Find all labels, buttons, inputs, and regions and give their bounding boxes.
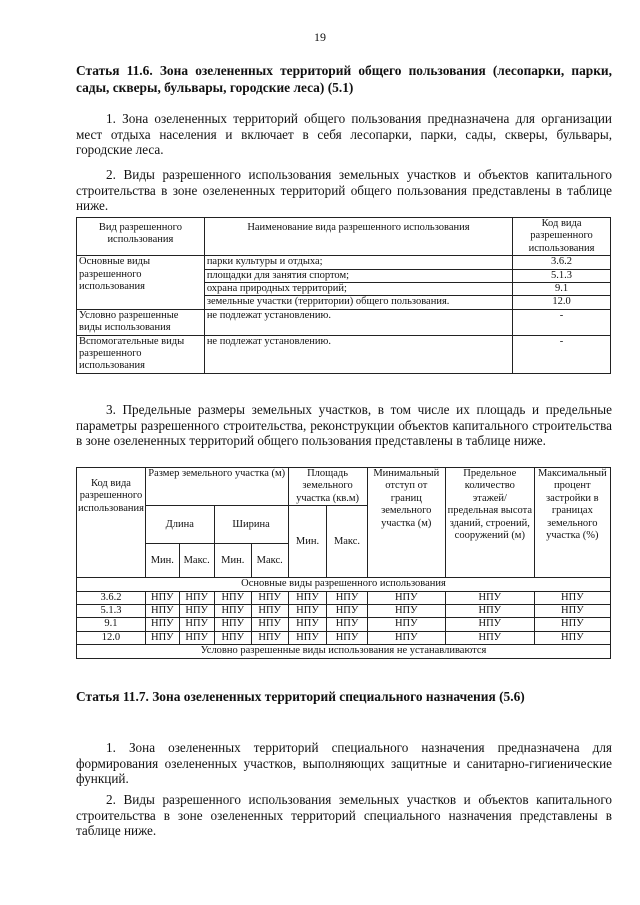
row-code: 3.6.2 <box>77 591 146 604</box>
header-width-min: Мин. <box>214 544 251 578</box>
article-11-7-title: Статья 11.7. Зона озелененных территорий специального назначения (5.6) <box>76 689 525 704</box>
header-width-max: Макс. <box>251 544 288 578</box>
cell: НПУ <box>179 605 214 618</box>
table-row <box>77 605 611 618</box>
article-11-6-title: Статья 11.6. Зона озелененных территорий общего пользования (лесопарки, парки, сады, скверы, бульвары, городские леса) (5.1) <box>76 63 612 95</box>
table-row <box>77 591 611 604</box>
article-11-7-paragraph-2: 2. Виды разрешенного использования земельных участков и объектов капитального строительства в зоне озелененных территорий специального назначения представлены в таблице ниже. <box>76 792 612 839</box>
use-code: 3.6.2 <box>513 256 611 269</box>
cell: НПУ <box>179 631 214 644</box>
table-header-row <box>77 218 611 256</box>
cell: НПУ <box>214 631 251 644</box>
land-plot-parameters-table <box>76 467 611 659</box>
article-11-6-paragraph-1: 1. Зона озелененных территорий общего пользования предназначена для организации мест отдыха населения и включает в себя лесопарки, парки, сады, скверы, бульвары, городские леса. <box>76 111 612 158</box>
cell: НПУ <box>288 591 327 604</box>
cell: НПУ <box>534 605 610 618</box>
use-code: 9.1 <box>513 283 611 296</box>
cell: НПУ <box>367 605 445 618</box>
cell: НПУ <box>445 591 534 604</box>
cell: НПУ <box>214 618 251 631</box>
table-row <box>77 631 611 644</box>
cell: НПУ <box>179 618 214 631</box>
table-row <box>77 309 611 335</box>
table-row <box>77 618 611 631</box>
row-code: 12.0 <box>77 631 146 644</box>
header-length-max: Макс. <box>179 544 214 578</box>
header-length: Длина <box>145 506 214 544</box>
header-area-min: Мин. <box>288 506 327 578</box>
row-code: 9.1 <box>77 618 146 631</box>
header-max-floors: Предельное количество этажей/ предельная высота зданий, строений, сооружений (м) <box>445 468 534 578</box>
header-plot-size: Размер земельного участка (м) <box>145 468 288 506</box>
article-11-6-paragraph-2: 2. Виды разрешенного использования земельных участков и объектов капитального строительства в зоне озелененных территорий общего пользования представлены в таблице ниже. <box>76 167 612 214</box>
page-number: 19 <box>314 30 326 44</box>
header-use-name: Наименование вида разрешенного использования <box>204 218 512 256</box>
group-auxiliary-uses: Вспомогательные виды разрешенного использования <box>77 335 205 373</box>
table-group-row <box>77 578 611 591</box>
header-use-type: Вид разрешенного использования <box>77 218 205 256</box>
header-use-code: Код вида разрешенного использования <box>77 468 146 578</box>
cell: НПУ <box>445 618 534 631</box>
group-main-uses: Основные виды разрешенного использования <box>77 578 611 591</box>
cell: НПУ <box>288 618 327 631</box>
table-row <box>77 256 611 269</box>
cell: НПУ <box>327 605 367 618</box>
cell: НПУ <box>251 591 288 604</box>
use-name: земельные участки (территории) общего пользования. <box>204 296 512 309</box>
use-code: 5.1.3 <box>513 269 611 282</box>
cell: НПУ <box>179 591 214 604</box>
use-name: не подлежат установлению. <box>204 309 512 335</box>
group-conditional-uses: Условно разрешенные виды использования не устанавливаются <box>77 645 611 658</box>
article-11-7-paragraph-1: 1. Зона озелененных территорий специального назначения предназначена для формирования озелененных участков, выполняющих защитные и санитарно-гигиенические функций. <box>76 740 612 787</box>
cell: НПУ <box>145 618 179 631</box>
header-use-code: Код вида разрешенного использования <box>513 218 611 256</box>
cell: НПУ <box>214 605 251 618</box>
header-area-max: Макс. <box>327 506 367 578</box>
use-name: охрана природных территорий; <box>204 283 512 296</box>
use-code: - <box>513 335 611 373</box>
cell: НПУ <box>145 605 179 618</box>
cell: НПУ <box>534 591 610 604</box>
cell: НПУ <box>145 591 179 604</box>
table-group-row <box>77 645 611 658</box>
use-code: - <box>513 309 611 335</box>
cell: НПУ <box>327 618 367 631</box>
group-main-uses: Основные виды разрешенного использования <box>77 256 205 310</box>
use-name: парки культуры и отдыха; <box>204 256 512 269</box>
cell: НПУ <box>367 591 445 604</box>
cell: НПУ <box>445 631 534 644</box>
cell: НПУ <box>288 605 327 618</box>
row-code: 5.1.3 <box>77 605 146 618</box>
cell: НПУ <box>367 618 445 631</box>
cell: НПУ <box>327 631 367 644</box>
cell: НПУ <box>251 631 288 644</box>
cell: НПУ <box>214 591 251 604</box>
header-max-coverage: Максимальный процент застройки в границах земельного участка (%) <box>534 468 610 578</box>
header-length-min: Мин. <box>145 544 179 578</box>
header-plot-area: Площадь земельного участка (кв.м) <box>288 468 367 506</box>
header-width: Ширина <box>214 506 288 544</box>
use-code: 12.0 <box>513 296 611 309</box>
article-11-6-paragraph-3: 3. Предельные размеры земельных участков, в том числе их площадь и предельные параметры разрешенного строительства, реконструкции объектов капитального строительства в зоне озелененных территорий общего пользования представлены в таблице ниже. <box>76 402 612 449</box>
table-header-row <box>77 468 611 506</box>
cell: НПУ <box>251 618 288 631</box>
cell: НПУ <box>367 631 445 644</box>
cell: НПУ <box>534 618 610 631</box>
header-min-setback: Минимальный отступ от границ земельного участка (м) <box>367 468 445 578</box>
cell: НПУ <box>445 605 534 618</box>
cell: НПУ <box>251 605 288 618</box>
use-name: площадки для занятия спортом; <box>204 269 512 282</box>
cell: НПУ <box>288 631 327 644</box>
cell: НПУ <box>327 591 367 604</box>
use-name: не подлежат установлению. <box>204 335 512 373</box>
permitted-use-table <box>76 217 611 374</box>
cell: НПУ <box>534 631 610 644</box>
cell: НПУ <box>145 631 179 644</box>
group-conditional-uses: Условно разрешенные виды использования <box>77 309 205 335</box>
table-row <box>77 335 611 373</box>
